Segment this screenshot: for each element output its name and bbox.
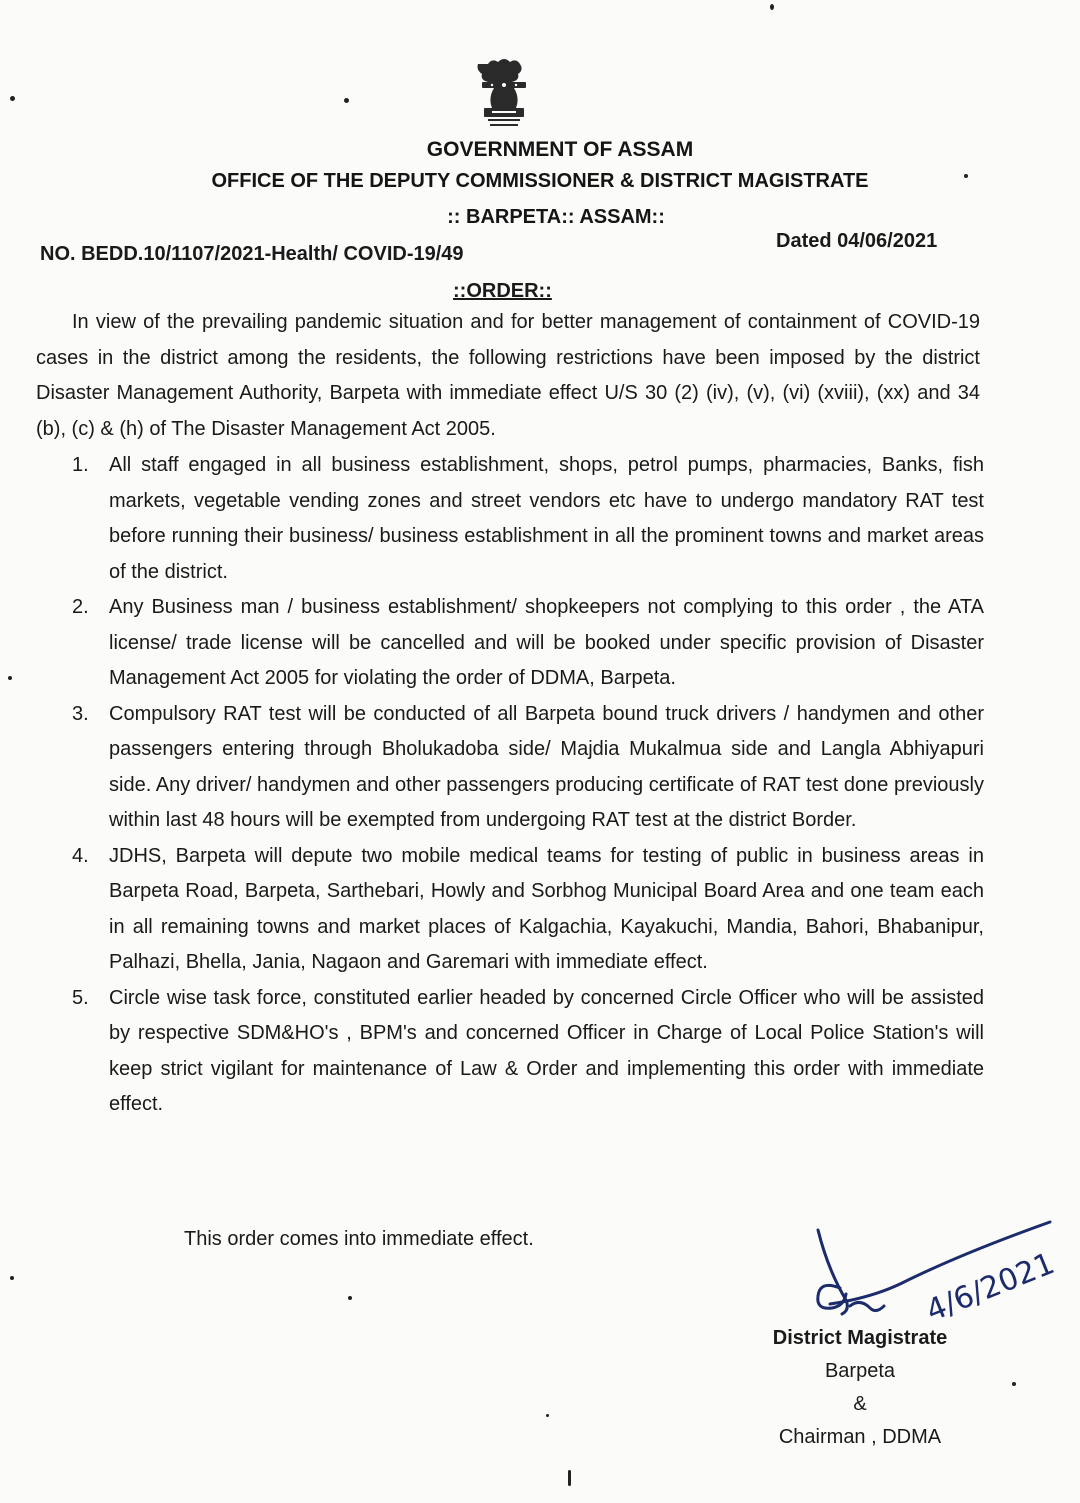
signature-date: 4/6/2021 — [921, 1246, 1060, 1330]
intro-paragraph: In view of the prevailing pandemic situation and for better management of containment of COVID-19 cases in the district among the residents, the following restrictions have been imposed by the district Disaster Management Authority, Barpeta with immediate effect U/S 30 (2) (iv), (v), (vi) (xviii), (xx) and 34 (b), (c) & (h) of The Disaster Management Act 2005. — [36, 311, 980, 440]
speck — [348, 1296, 352, 1300]
handwritten-signature — [800, 1218, 1060, 1338]
header-government: GOVERNMENT OF ASSAM — [426, 138, 694, 161]
item-number: 1. — [72, 454, 89, 476]
item-text: All staff engaged in all business establishment, shops, petrol pumps, pharmacies, Banks, fish markets, vegetable vending zones and street vendors etc have to undergo mandatory RAT test before running their business/ business establishment in all the prominent towns and market areas of the district. — [109, 454, 984, 583]
speck — [568, 1470, 571, 1486]
speck — [1012, 1382, 1016, 1386]
speck — [8, 676, 12, 680]
speck — [770, 4, 774, 10]
signatory-ampersand: & — [853, 1393, 867, 1415]
header-location: :: BARPETA:: ASSAM:: — [447, 206, 665, 228]
closing-statement: This order comes into immediate effect. — [184, 1228, 534, 1250]
item-text: Circle wise task force, constituted earlier headed by concerned Circle Officer who will be assisted by respective SDM&HO's , BPM's and concerned Officer in Charge of Local Police Station's will keep strict vigilant for maintenance of Law & Order and implementing this order with immediate effect. — [109, 986, 984, 1115]
list-item — [72, 839, 984, 981]
speck — [10, 1276, 14, 1280]
speck — [546, 1414, 549, 1417]
list-item — [72, 981, 984, 1123]
reference-number: NO. BEDD.10/1107/2021-Health/ COVID-19/49 — [40, 243, 464, 265]
item-text: Compulsory RAT test will be conducted of all Barpeta bound truck drivers / handymen and other passengers entering through Bholukadoba side/ Majdia Mukalmua side and Langla Abhiyapuri side. Any driver/ handymen and other passengers producing certificate of RAT test done previously within last 48 hours will be exempted from undergoing RAT test at the district Border. — [109, 702, 984, 831]
list-item — [72, 590, 984, 697]
speck — [10, 96, 15, 101]
order-date: Dated 04/06/2021 — [776, 230, 938, 252]
order-title: ::ORDER:: — [453, 280, 552, 302]
restrictions-list — [72, 448, 984, 1123]
signatory-block — [740, 1322, 980, 1454]
speck — [344, 98, 349, 103]
list-item — [72, 448, 984, 590]
item-number: 2. — [72, 596, 89, 618]
item-text: Any Business man / business establishment/ shopkeepers not complying to this order , the ATA license/ trade license will be cancelled and will be booked under specific provision of Disaster Management Act 2005 for violating the order of DDMA, Barpeta. — [109, 596, 984, 689]
item-text: JDHS, Barpeta will depute two mobile medical teams for testing of public in business areas in Barpeta Road, Barpeta, Sarthebari, Howly and Sorbhog Municipal Board Area and one team each in all remaining towns and market places of Kalgachia, Kayakuchi, Mandia, Bahori, Bhabanipur, Palhazi, Bhella, Jania, Nagaon and Garemari with immediate effect. — [109, 844, 984, 973]
item-number: 4. — [72, 844, 89, 867]
item-number: 5. — [72, 986, 89, 1009]
speck — [964, 174, 968, 178]
header-office: OFFICE OF THE DEPUTY COMMISSIONER & DISTRICT MAGISTRATE — [211, 170, 869, 192]
item-number: 3. — [72, 702, 89, 725]
national-emblem-icon — [468, 56, 540, 132]
signatory-place: Barpeta — [824, 1360, 896, 1382]
signatory-role: Chairman , DDMA — [778, 1426, 942, 1448]
list-item — [72, 697, 984, 839]
signatory-title: District Magistrate — [772, 1327, 948, 1349]
